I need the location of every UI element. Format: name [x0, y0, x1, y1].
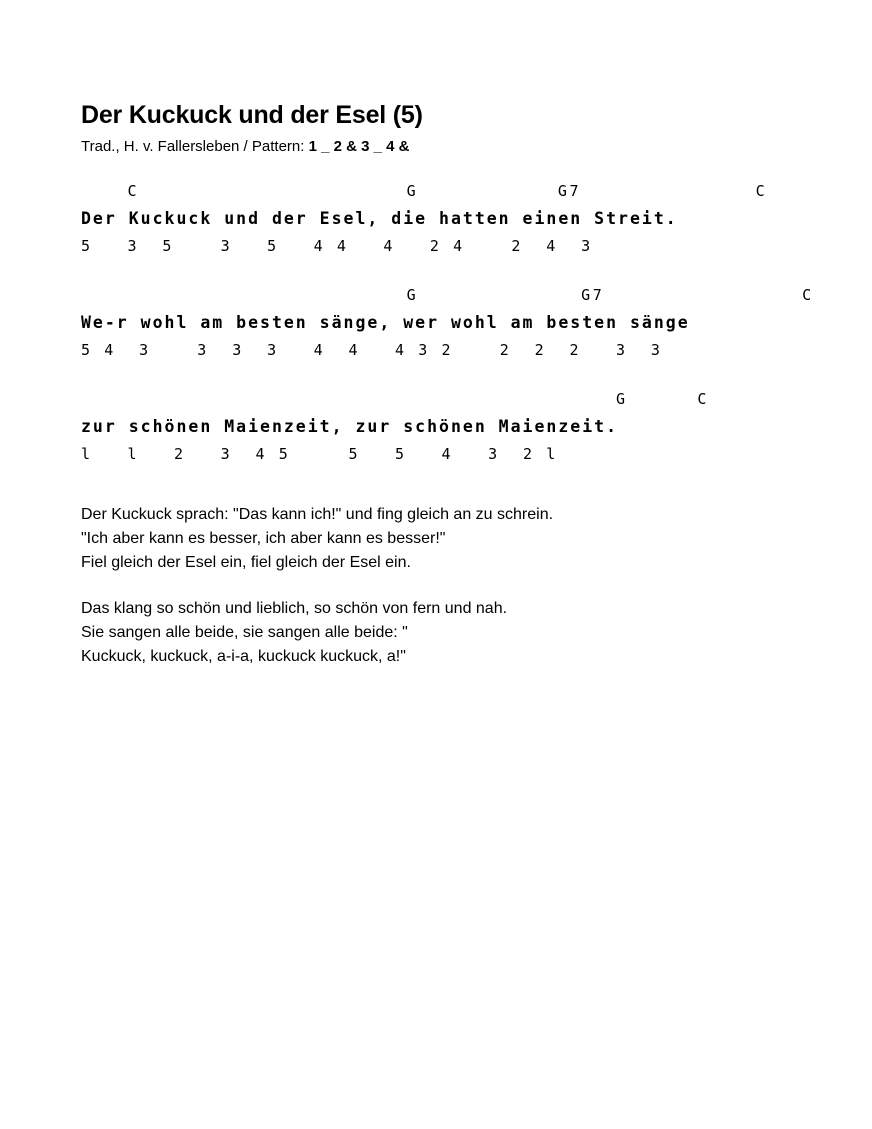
verse-line: Das klang so schön und lieblich, so schön von fern und nah.	[81, 600, 508, 617]
note-number-line: l l 2 3 4 5 5 5 4 3 2 l	[81, 445, 558, 463]
lyric-line: Der Kuckuck und der Esel, die hatten einen Streit.	[81, 209, 678, 228]
chord-line: G C	[81, 390, 710, 408]
verse-2	[81, 503, 821, 575]
additional-verses	[81, 503, 821, 669]
chord-line: G G7 C	[81, 286, 814, 304]
stanza-1	[81, 181, 821, 261]
verse-line: Sie sangen alle beide, sie sangen alle beide: "	[81, 624, 408, 641]
song-title: Der Kuckuck und der Esel (5)	[81, 101, 423, 129]
stanza-3	[81, 389, 821, 469]
lyric-line: zur schönen Maienzeit, zur schönen Maienzeit.	[81, 417, 619, 436]
note-number-line: 5 3 5 3 5 4 4 4 2 4 2 4 3	[81, 237, 593, 255]
chord-line: C G G7 C	[81, 182, 768, 200]
song-sheet	[81, 98, 821, 669]
song-credits	[81, 137, 821, 157]
verse-line: Fiel gleich der Esel ein, fiel gleich der Esel ein.	[81, 554, 411, 571]
strum-pattern: 1 _ 2 & 3 _ 4 &	[308, 138, 410, 155]
verse-3	[81, 597, 821, 669]
verse-line: Kuckuck, kuckuck, a-i-a, kuckuck kuckuck, a!"	[81, 648, 406, 665]
stanza-2	[81, 285, 821, 365]
lyric-line: We-r wohl am besten sänge, wer wohl am besten sänge	[81, 313, 690, 332]
verse-line: Der Kuckuck sprach: "Das kann ich!" und fing gleich an zu schrein.	[81, 506, 554, 523]
note-number-line: 5 4 3 3 3 3 4 4 4 3 2 2 2 2 3 3	[81, 341, 663, 359]
credits-text: Trad., H. v. Fallersleben / Pattern:	[81, 138, 309, 155]
verse-line: "Ich aber kann es besser, ich aber kann es besser!"	[81, 530, 446, 547]
